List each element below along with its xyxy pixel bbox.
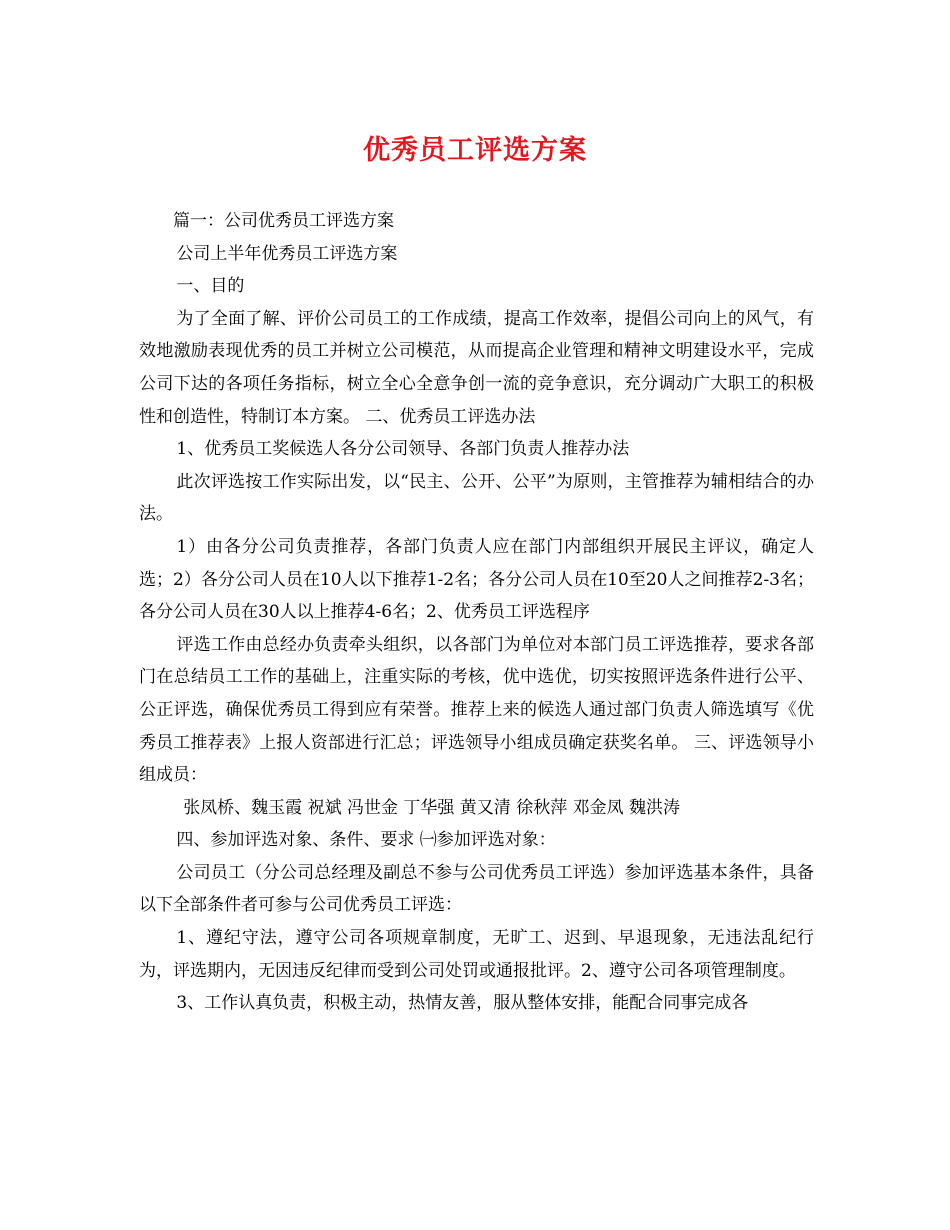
eligibility-heading: 四、参加评选对象、条件、要求 ㈠参加评选对象： [176,830,556,851]
section-heading-part-one: 篇一：公司优秀员工评选方案 [173,211,394,231]
principle-paragraph: 此次评选按工作实际出发，以“民主、公开、公平”为原则，主管推荐为辅相结合的办法。 [139,471,814,525]
document-title: 优秀员工评选方案 [363,135,587,166]
purpose-paragraph: 为了全面了解、评价公司员工的工作成绩，提高工作效率，提倡公司向上的风气，有效地激励表现优秀的员工并树立公司模范，从而提高企业管理和精神文明建设水平，完成公司下达的各项任务指标，树立全心全意争创一流的竞争意识，充分调动广大职工的积极性和创造性，特制订本方案。 二、优秀员工评选办法 [139,308,814,427]
condition-paragraph-3: 3、工作认真负责，积极主动，热情友善，服从整体安排，能配合同事完成各 [176,993,749,1014]
recommendation-method-heading: 1、优秀员工奖候选人各分公司领导、各部门负责人推荐办法 [176,439,630,460]
condition-paragraph-1: 1、遵纪守法，遵守公司各项规章制度，无旷工、迟到、早退现象，无违法乱纪行为，评选期内，无因违反纪律而受到公司处罚或通报批评。2、遵守公司各项管理制度。 [139,928,814,981]
committee-members-list: 张凤桥、魏玉霞 祝斌 冯世金 丁华强 黄又清 徐秋萍 邓金凤 魏洪涛 [183,797,681,818]
subtitle-paragraph: 公司上半年优秀员工评选方案 [176,243,398,264]
eligibility-paragraph: 公司员工（分公司总经理及副总不参与公司优秀员工评选）参加评选基本条件，具备以下全部条件者可参与公司优秀员工评选： [139,862,814,916]
section-heading-purpose: 一、目的 [176,276,245,297]
procedure-paragraph: 评选工作由总经办负责牵头组织，以各部门为单位对本部门员工评选推荐，要求各部门在总结员工工作的基础上，注重实际的考核，优中选优，切实按照评选条件进行公平、公正评选，确保优秀员工得到应有荣誉。推荐上来的候选人通过部门负责人筛选填写《优秀员工推荐表》上报人资部进行汇总；评选领导小组成员确定获奖名单。 三、评选领导小组成员： [139,634,814,786]
document-body [139,205,814,1020]
quota-paragraph: 1）由各分公司负责推荐，各部门负责人应在部门内部组织开展民主评议，确定人选；2）各分公司人员在10人以下推荐1-2名；各分公司人员在10至20人之间推荐2-3名；各分公司人员在30人以上推荐4-6名；2、优秀员工评选程序 [139,536,814,623]
